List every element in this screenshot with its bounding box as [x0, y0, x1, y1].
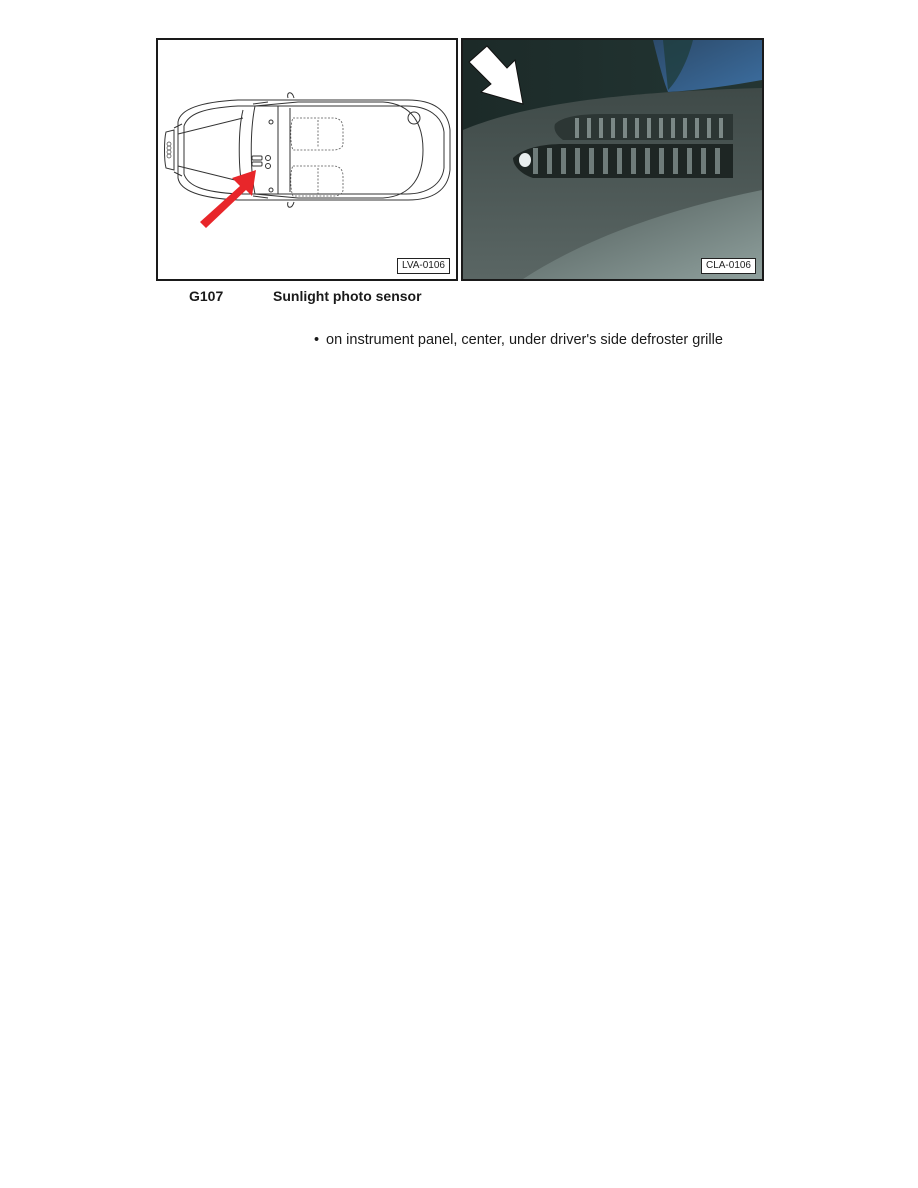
- component-code: G107: [189, 288, 224, 304]
- figure-label-left: LVA-0106: [397, 258, 450, 274]
- bullet-marker: •: [314, 332, 320, 348]
- dashboard-grille-photo: [463, 40, 762, 279]
- location-bullet: [314, 330, 754, 350]
- car-top-view-drawing: [158, 40, 456, 279]
- bullet-text: on instrument panel, center, under driver's side defroster grille: [326, 332, 723, 348]
- figure-label-right: CLA-0106: [701, 258, 756, 274]
- component-title: Sunlight photo sensor: [273, 288, 422, 304]
- figure-car-top-view: [156, 38, 458, 281]
- figure-dashboard-photo: [461, 38, 764, 281]
- component-caption: [0, 288, 918, 308]
